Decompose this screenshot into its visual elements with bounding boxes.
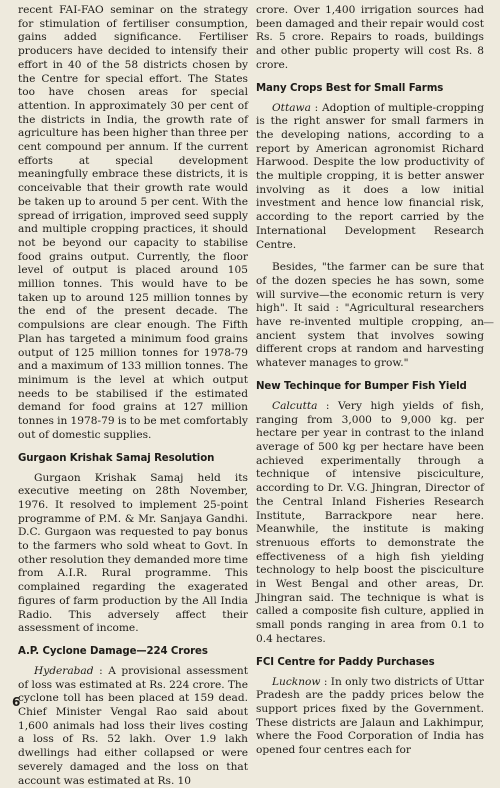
- paragraph-text: : Adoption of multiple-cropping is the right answer for small farmers in the developing nations, according to a report by American agronomist Richard Harwood. Despite the low productivity of the multiple cropping, it is better answer involving as it does a low initial investment and hence low financial risk, according to the report carried by the International Development Research Centre.: [256, 101, 484, 251]
- margin-tick-mark: —: [483, 316, 494, 329]
- body-paragraph: crore. Over 1,400 irrigation sources had been damaged and their repair would cost Rs. 5 crore. Repairs to roads, buildings and other public property will cost Rs. 8 crore.: [256, 4, 484, 71]
- body-paragraph: [256, 676, 484, 758]
- body-paragraph: Besides, "the farmer can be sure that of the dozen species he has sown, some will survive—the economic return is very high". It said : "Agricultural researchers have re-invented multiple cropping, an ancient system that involves sowing different crops at random and harvesting whatever manages to grow.": [256, 261, 484, 370]
- dateline: Hyderabad: [34, 664, 94, 677]
- paragraph-text: : In only two districts of Uttar Pradesh are the paddy prices below the support prices fixed by the Government. These districts are Jalaun and Lakhimpur, where the Food Corporation of India has opened four centres each for: [256, 675, 484, 757]
- section-heading: FCI Centre for Paddy Purchases: [256, 656, 435, 668]
- page-number: 6: [12, 695, 21, 709]
- body-paragraph: recent FAI-FAO seminar on the strategy for stimulation of fertiliser consumption, gains added significance. Fertiliser producers have decided to intensify their effort in 40 of the 58 districts chosen by the Centre for special effort. The States too have chosen areas for special attention. In approximately 30 per cent of the districts in India, the growth rate of agriculture has been higher than three per cent compound per annum. If the current efforts at special development meaningfully embrace these districts, it is conceivable that their growth rate would be taken up to around 5 per cent. With the spread of irrigation, improved seed supply and multiple cropping practices, it should not be beyond our capacity to stabilise food grains output. Currently, the floor level of output is placed around 105 million tonnes. This would have to be taken up to around 125 million tonnes by the end of the present decade. The compulsions are clear enough. The Fifth Plan has targeted a minimum food grains output of 125 million tonnes for 1978-79 and a maximum of 133 million tonnes. The minimum is the level at which output needs to be stabilised if the estimated demand for food grains at 127 million tonnes in 1978-79 is to be met comfortably out of domestic supplies.: [18, 4, 248, 441]
- left-column: [18, 4, 248, 788]
- dateline: Ottawa: [272, 101, 311, 114]
- paragraph-text: : Very high yields of fish, ranging from 3,000 to 9,000 kg. per hectare per year in contrast to the inland average of 500 kg per hectare have been achieved experimentally through a technique of intensive pisciculture, according to Dr. V.G. Jhingran, Director of the Central Inland Fisheries Research Institute, Barrackpore near here. Meanwhile, the institute is making strenuous efforts to demonstrate the effectiveness of a high fish yielding technology to help boost the pisciculture in West Bengal and other areas, Dr. Jhingran said. The technique is what is called a composite fish culture, applied in small ponds ranging in area from 0.1 to 0.4 hectares.: [256, 399, 484, 645]
- right-column: [256, 4, 484, 758]
- dateline: Lucknow: [272, 675, 321, 688]
- body-paragraph: [18, 665, 248, 788]
- section-heading: Gurgaon Krishak Samaj Resolution: [18, 452, 215, 464]
- body-paragraph: [256, 102, 484, 253]
- dateline: Calcutta: [272, 399, 318, 412]
- body-paragraph: Gurgaon Krishak Samaj held its executive meeting on 28th November, 1976. It resolved to implement 25-point programme of P.M. & Mr. Sanjaya Gandhi. D.C. Gurgaon was requested to pay bonus to the farmers who sold wheat to Govt. In other resolution they demanded more time from A.I.R. Rural programme. This complained regarding the exagerated figures of farm production by the All India Radio. This adversely affect their assessment of income.: [18, 471, 248, 635]
- section-heading: New Techinque for Bumper Fish Yield: [256, 380, 467, 392]
- section-heading: Many Crops Best for Small Farms: [256, 82, 444, 94]
- paragraph-text: : A provisional assessment of loss was estimated at Rs. 224 crore. The cyclone toll has been placed at 159 dead. Chief Minister Vengal Rao said about 1,600 animals had loss their lives costing a loss of Rs. 52 lakh. Over 1.9 lakh dwellings had either collapsed or were severely damaged and the loss on that account was estimated at Rs. 10: [18, 664, 248, 787]
- section-heading: A.P. Cyclone Damage—224 Crores: [18, 645, 208, 657]
- body-paragraph: [256, 400, 484, 647]
